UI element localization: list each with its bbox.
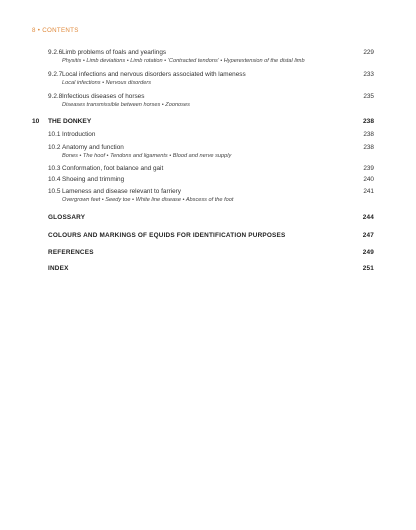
header-page-number: 8: [32, 27, 36, 34]
entry-number: 9.2.6: [48, 49, 63, 56]
section-page: 238: [363, 131, 374, 138]
section-page: 241: [363, 188, 374, 195]
chapter-title: THE DONKEY: [48, 118, 92, 125]
section-number: 10.1: [48, 131, 61, 138]
backmatter-title: REFERENCES: [48, 249, 94, 256]
entry-subtopics: Diseases transmissible between horses • Zoonoses: [62, 102, 190, 108]
entry-page: 229: [363, 49, 374, 56]
section-title: Anatomy and function: [62, 144, 124, 151]
entry-subtopics: Physitis • Limb deviations • Limb rotation • ‘Contracted tendons’ • Hyperextension of the distal limb: [62, 58, 305, 64]
backmatter-page: 247: [362, 232, 374, 239]
entry-number: 9.2.8: [48, 93, 63, 100]
section-subtopics: Overgrown feet • Seedy toe • White line disease • Abscess of the foot: [62, 197, 234, 203]
section-page: 239: [363, 165, 374, 172]
backmatter-page: 244: [362, 214, 374, 221]
section-title: Conformation, foot balance and gait: [62, 165, 164, 172]
entry-title: Local infections and nervous disorders associated with lameness: [62, 71, 246, 78]
section-title: Lameness and disease relevant to farriery: [62, 188, 182, 195]
entry-subtopics: Local infections • Nervous disorders: [62, 80, 152, 86]
section-subtopics: Bones • The hoof • Tendons and ligaments • Blood and nerve supply: [62, 153, 232, 159]
section-number: 10.3: [48, 165, 61, 172]
section-page: 238: [363, 144, 374, 151]
section-page: 240: [363, 176, 374, 183]
section-title: Shoeing and trimming: [62, 176, 125, 183]
backmatter-title: GLOSSARY: [48, 214, 86, 221]
header-running-title: CONTENTS: [42, 27, 79, 34]
header-separator: •: [37, 27, 41, 34]
backmatter-title: INDEX: [48, 265, 69, 272]
entry-page: 235: [363, 93, 374, 100]
entry-title: Infectious diseases of horses: [62, 93, 145, 100]
section-title: Introduction: [62, 131, 96, 138]
section-number: 10.5: [48, 188, 61, 195]
chapter-number: 10: [32, 118, 40, 125]
entry-page: 233: [363, 71, 374, 78]
entry-number: 9.2.7: [48, 71, 63, 78]
section-number: 10.4: [48, 176, 61, 183]
chapter-page: 238: [362, 118, 374, 125]
backmatter-page: 249: [362, 249, 374, 256]
backmatter-page: 251: [362, 265, 374, 272]
backmatter-title: COLOURS AND MARKINGS OF EQUIDS FOR IDENTIFICATION PURPOSES: [48, 232, 286, 239]
entry-title: Limb problems of foals and yearlings: [62, 49, 167, 56]
section-number: 10.2: [48, 144, 61, 151]
